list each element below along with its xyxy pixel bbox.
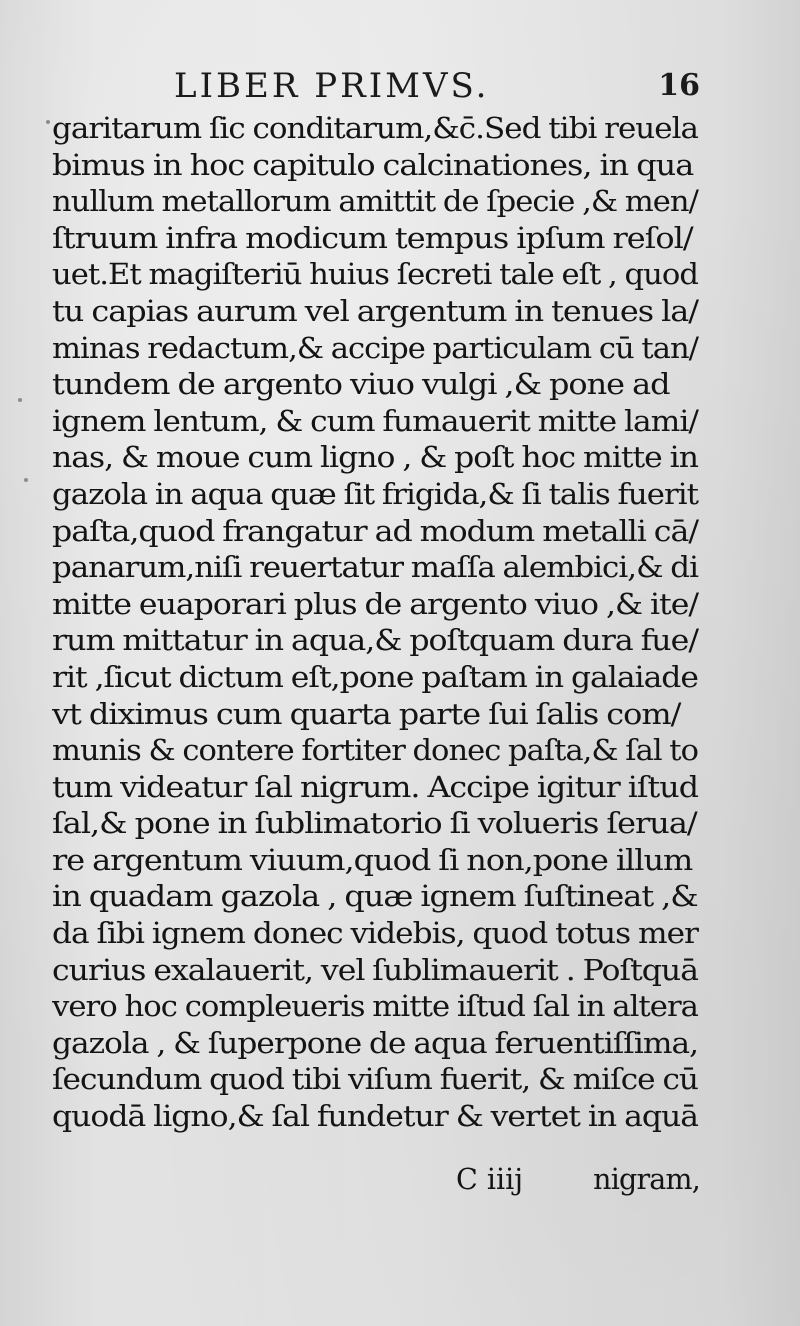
text-line: garitarum ſic conditarum,&c̄.Sed tibi reuela	[52, 112, 699, 145]
text-line: da ſibi ignem donec videbis, quod totus mer	[52, 917, 698, 951]
print-speck	[18, 398, 22, 402]
text-line: rit ,ſicut dictum eſt,pone paſtam in galaiade	[52, 660, 699, 694]
text-line: ignem lentum, & cum fumauerit mitte lami/	[52, 404, 698, 438]
page-footer	[52, 1163, 700, 1203]
text-line: ſtruum infra modicum tempus ipſum reſol/	[52, 221, 693, 255]
text-line: panarum,niſi reuertatur maſſa alembici,& di	[52, 551, 698, 585]
text-line: ſal,& pone in ſublimatorio ſi volueris ſerua/	[52, 807, 697, 841]
text-line: vero hoc compleueris mitte iſtud ſal in altera	[52, 990, 699, 1024]
text-line: paſta,quod frangatur ad modum metalli cā/	[52, 514, 699, 548]
catchword: nigram,	[593, 1163, 700, 1196]
text-line: re argentum viuum,quod ſi non,pone illum	[52, 843, 693, 877]
text-line: curius exalauerit, vel ſublimauerit . Poſtquā	[52, 953, 698, 987]
signature-mark: C iiij	[456, 1163, 524, 1196]
text-line: mitte euaporari plus de argento viuo ,& ite/	[52, 587, 699, 621]
text-line: tum videatur ſal nigrum. Accipe igitur iſtud	[52, 770, 698, 804]
text-line: vt diximus cum quarta parte ſui ſalis com/	[52, 697, 681, 731]
print-speck	[24, 478, 28, 482]
text-line: nullum metallorum amittit de ſpecie ,& men/	[52, 185, 698, 219]
text-line: gazola , & ſuperpone de aqua feruentiſſima,	[52, 1026, 699, 1060]
running-title: LIBER PRIMVS.	[174, 66, 490, 106]
text-line: tundem de argento viuo vulgi ,& pone ad	[52, 368, 670, 402]
text-line: quodā ligno,& ſal fundetur & vertet in aquā	[52, 1100, 699, 1134]
text-line: in quadam gazola , quæ ignem ſuſtineat ,&	[52, 880, 698, 914]
text-line: gazola in aqua quæ ſit frigida,& ſi talis fuerit	[52, 477, 699, 511]
text-line: minas redactum,& accipe particulam cū tan/	[52, 331, 699, 365]
text-line: uet.Et magiſteriū huius ſecreti tale eſt , quod	[52, 258, 699, 292]
text-line: nas, & moue cum ligno , & poſt hoc mitte in	[52, 441, 698, 475]
text-line: munis & contere fortiter donec paſta,& ſal to	[52, 734, 699, 768]
body-text	[52, 111, 702, 1136]
text-line: bimus in hoc capitulo calcinationes, in qua	[52, 148, 694, 182]
text-line: ſecundum quod tibi viſum fuerit, & miſce cū	[52, 1063, 699, 1097]
print-speck	[46, 120, 50, 124]
page-number: 16	[658, 68, 700, 103]
text-line: tu capias aurum vel argentum in tenues la/	[52, 294, 699, 328]
text-line: rum mittatur in aqua,& poſtquam dura fue/	[52, 624, 698, 658]
page-header	[50, 66, 700, 112]
